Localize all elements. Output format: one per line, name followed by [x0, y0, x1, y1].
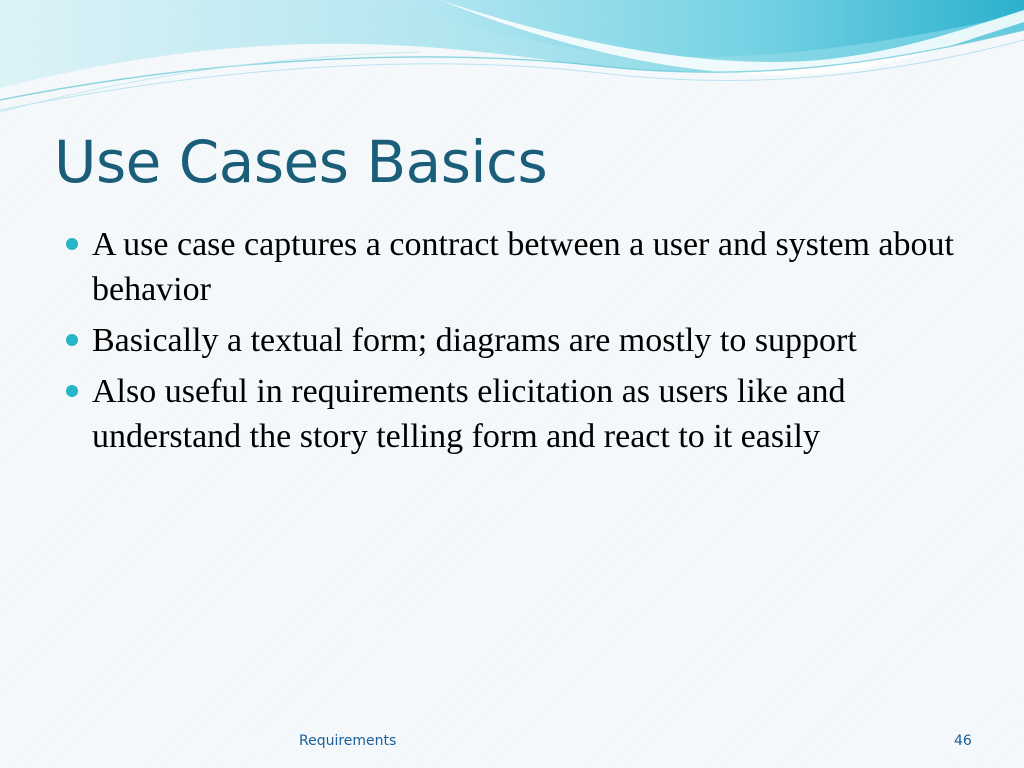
bullet-text: Also useful in requirements elicitation as users like and understand the story telling form and react to it easily	[92, 373, 846, 455]
bullet-text: A use case captures a contract between a user and system about behavior	[92, 226, 954, 308]
wave-header-decoration	[0, 0, 1024, 120]
bullet-item	[64, 318, 964, 363]
slide-title: Use Cases Basics	[54, 128, 548, 196]
bullet-circle-icon	[66, 238, 78, 250]
bullet-circle-icon	[66, 385, 78, 397]
bullet-item	[64, 369, 964, 459]
bullet-circle-icon	[66, 334, 78, 346]
bullet-text: Basically a textual form; diagrams are mostly to support	[92, 322, 857, 359]
page-number: 46	[954, 733, 972, 749]
bullet-list	[64, 222, 964, 465]
footer-label: Requirements	[299, 733, 397, 749]
bullet-item	[64, 222, 964, 312]
